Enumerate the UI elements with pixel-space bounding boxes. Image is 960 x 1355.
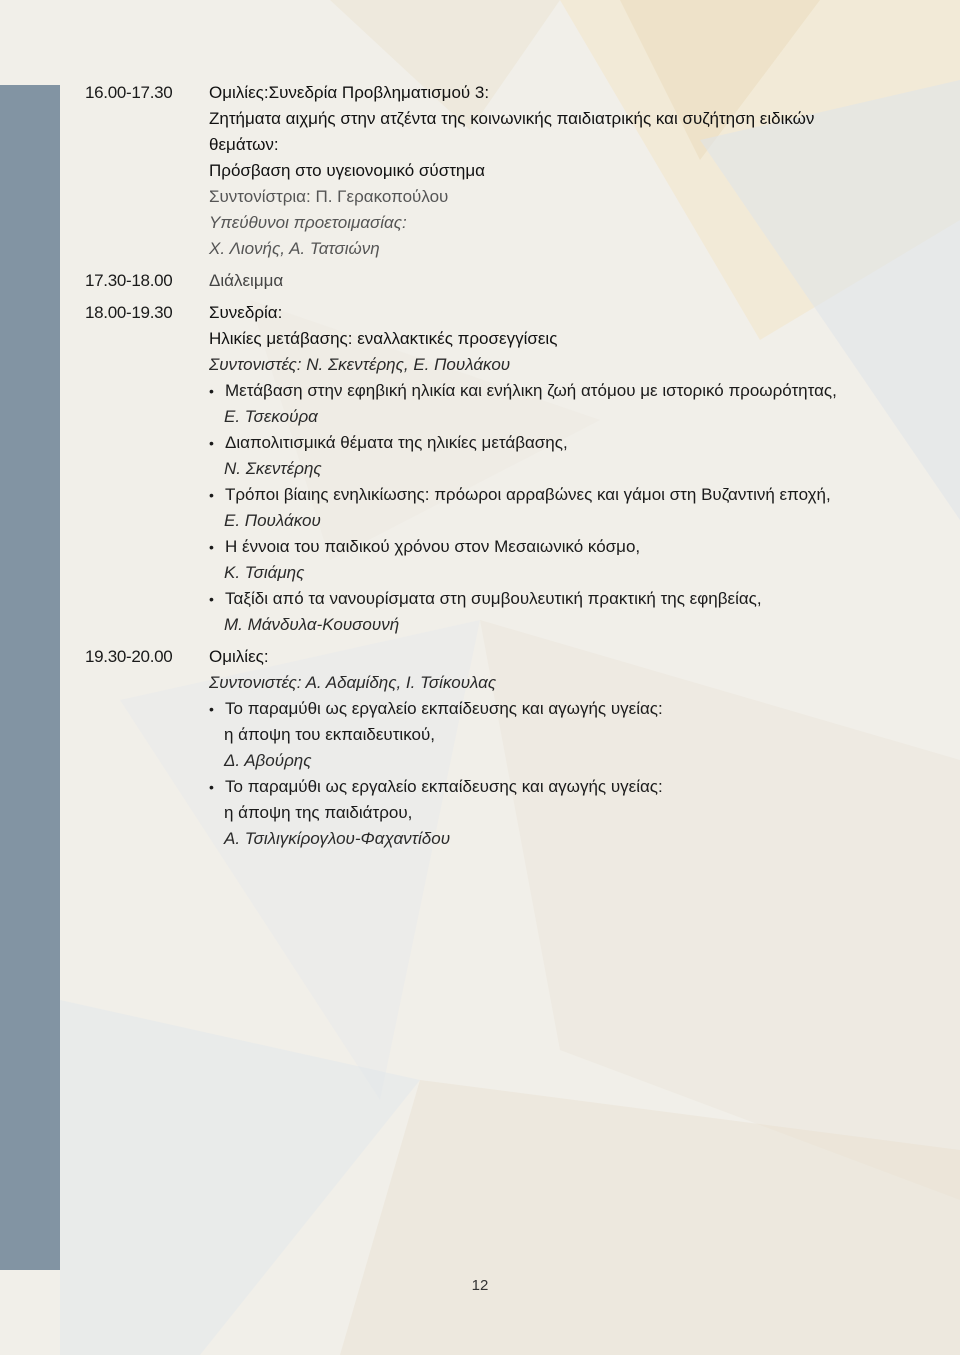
coordinators-line: Συντονιστές: Α. Αδαμίδης, Ι. Τσίκουλας bbox=[209, 673, 497, 692]
talk-title: Το παραμύθι ως εργαλείο εκπαίδευσης και αγωγής υγείας: bbox=[225, 699, 663, 718]
page-number: 12 bbox=[471, 1277, 489, 1294]
session-title-line: Ομιλίες:Συνεδρία Προβληματισμού 3: bbox=[209, 83, 490, 102]
session-time: 17.30-18.00 bbox=[85, 271, 173, 290]
session-title-line: Ηλικίες μετάβασης: εναλλακτικές προσεγγίσεις bbox=[209, 329, 558, 348]
session-time: 19.30-20.00 bbox=[85, 647, 173, 666]
session-body bbox=[209, 300, 935, 638]
program-content bbox=[85, 80, 935, 852]
session-block bbox=[85, 644, 935, 852]
talk-item bbox=[209, 430, 935, 456]
session-body bbox=[209, 268, 935, 294]
session-title-line: Ζητήματα αιχμής στην ατζέντα της κοινωνικής παιδιατρικής και συζήτηση ειδικών bbox=[209, 109, 815, 128]
talk-author: Ν. Σκεντέρης bbox=[224, 459, 322, 478]
bullet-icon: • bbox=[209, 487, 214, 503]
talk-title-cont: η άποψη της παιδιάτρου, bbox=[224, 803, 413, 822]
bullet-icon: • bbox=[209, 539, 214, 555]
bullet-icon: • bbox=[209, 383, 214, 399]
talk-title: Η έννοια του παιδικού χρόνου στον Μεσαιωνικό κόσμο, bbox=[225, 537, 641, 556]
talk-title-cont: η άποψη του εκπαιδευτικού, bbox=[224, 725, 435, 744]
talk-item bbox=[209, 378, 935, 404]
talk-author: Ε. Τσεκούρα bbox=[224, 407, 318, 426]
session-title-line: θεμάτων: bbox=[209, 135, 279, 154]
session-title-line: Ομιλίες: bbox=[209, 647, 269, 666]
bullet-icon: • bbox=[209, 779, 214, 795]
coordinators-line: Συντονιστές: Ν. Σκεντέρης, Ε. Πουλάκου bbox=[209, 355, 511, 374]
preparers-names: Χ. Λιονής, Α. Τατσιώνη bbox=[209, 239, 380, 258]
talk-title: Το παραμύθι ως εργαλείο εκπαίδευσης και αγωγής υγείας: bbox=[225, 777, 663, 796]
session-body bbox=[209, 80, 935, 262]
bullet-icon: • bbox=[209, 591, 214, 607]
talk-title: Τρόποι βίαιης ενηλικίωσης: πρόωροι αρραβώνες και γάμοι στη Βυζαντινή εποχή, bbox=[225, 485, 831, 504]
break-label: Διάλειμμα bbox=[209, 271, 284, 290]
session-title-line: Πρόσβαση στο υγειονομικό σύστημα bbox=[209, 161, 485, 180]
talk-author: Δ. Αβούρης bbox=[224, 751, 312, 770]
session-block bbox=[85, 268, 935, 294]
talk-author: Κ. Τσιάμης bbox=[224, 563, 305, 582]
talk-item bbox=[209, 774, 935, 800]
talk-item bbox=[209, 586, 935, 612]
talk-author: Ε. Πουλάκου bbox=[224, 511, 321, 530]
session-block bbox=[85, 80, 935, 262]
talk-item bbox=[209, 534, 935, 560]
bullet-icon: • bbox=[209, 701, 214, 717]
talk-author: Α. Τσιλιγκίρογλου-Φαχαντίδου bbox=[224, 829, 451, 848]
talk-item bbox=[209, 482, 935, 508]
preparers-label: Υπεύθυνοι προετοιμασίας: bbox=[209, 213, 407, 232]
session-time: 16.00-17.30 bbox=[85, 83, 173, 102]
session-time: 18.00-19.30 bbox=[85, 303, 173, 322]
session-body bbox=[209, 644, 935, 852]
talk-title: Διαπολιτισμικά θέματα της ηλικίες μετάβασης, bbox=[225, 433, 568, 452]
bullet-icon: • bbox=[209, 435, 214, 451]
talk-title: Ταξίδι από τα νανουρίσματα στη συμβουλευτική πρακτική της εφηβείας, bbox=[225, 589, 762, 608]
talk-item bbox=[209, 696, 935, 722]
talk-title: Μετάβαση στην εφηβική ηλικία και ενήλικη ζωή ατόμου με ιστορικό προωρότητας, bbox=[225, 381, 837, 400]
talk-author: Μ. Μάνδυλα-Κουσουνή bbox=[224, 615, 400, 634]
session-block bbox=[85, 300, 935, 638]
coordinator-line: Συντονίστρια: Π. Γερακοπούλου bbox=[209, 187, 449, 206]
session-title-line: Συνεδρία: bbox=[209, 303, 283, 322]
sidebar-color-band bbox=[0, 85, 60, 1270]
